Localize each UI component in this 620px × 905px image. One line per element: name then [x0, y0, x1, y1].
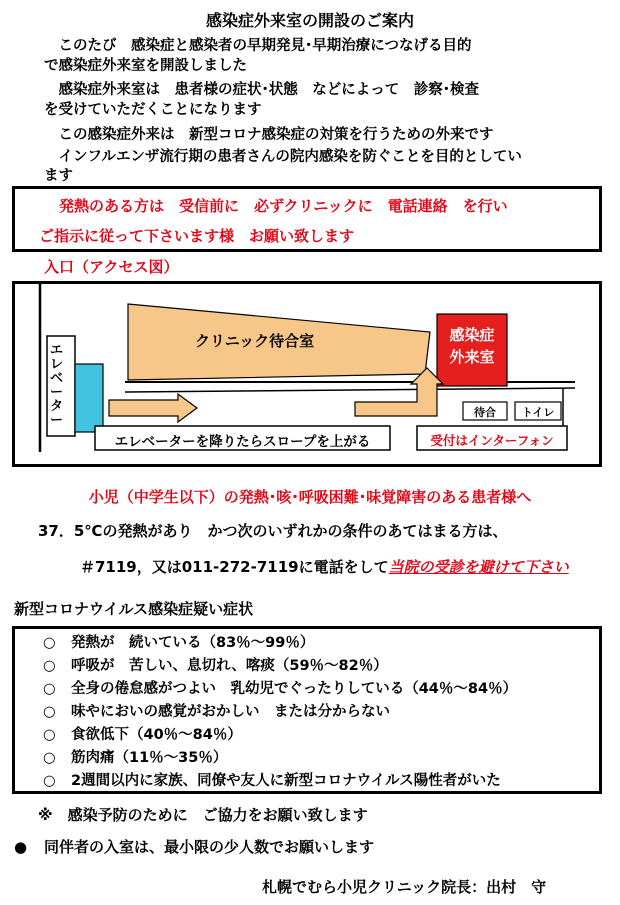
symptom-item: ○ 2週間以内に家族、同僚や友人に新型コロナウイルス陽性者がいた [43, 773, 501, 789]
circle-bullet-icon: ○ [43, 704, 56, 720]
notice-box [12, 186, 602, 252]
intro-line: で感染症外来室を開設しました [44, 58, 247, 74]
notice-line-1: 発熱のある方は 受信前に 必ずクリニックに 電話連絡 を行い [59, 197, 508, 215]
intro-line: ます [44, 168, 73, 184]
circle-bullet-icon: ○ [43, 750, 56, 766]
bullet-icon: ● [14, 838, 28, 856]
notice-line-2: ご指示に従って下さいます様 お願い致します [39, 227, 355, 245]
symptom-item: ○ 味やにおいの感覚がおかしい または分からない [43, 704, 390, 720]
circle-bullet-icon: ○ [43, 727, 56, 743]
child-avoid-visit: 当院の受診を避けて下さい [388, 558, 569, 576]
intercom-note: 受付はインターフォン [430, 433, 554, 448]
access-heading: 入口（アクセス図） [44, 258, 179, 276]
circle-bullet-icon: ○ [43, 658, 56, 674]
toilet-label: トイレ [521, 406, 555, 419]
child-heading: 小児（中学生以下）の発熱･咳･呼吸困難･味覚障害のある患者様へ [88, 488, 532, 506]
symptom-item: ○ 筋肉痛（11％～35％） [43, 750, 228, 766]
intro-line: を受けていただくことになります [44, 102, 262, 118]
infection-room-label-2: 外来室 [449, 348, 495, 366]
symptom-item: ○ 全身の倦怠感がつよい 乳幼児でぐったりしている（44％～84％） [43, 681, 518, 697]
intro-line: インフルエンザ流行期の患者さんの院内感染を防ぐことを目的としてい [44, 149, 522, 165]
waiting-room-label: クリニック待合室 [195, 332, 315, 350]
symptom-item: ○ 発熱が 続いている（83％～99％） [43, 635, 315, 651]
child-instruction [80, 556, 569, 577]
signature: 札幌でむら小児クリニック院長：出村 守 [262, 878, 547, 896]
elevator-door [75, 364, 103, 432]
access-map [12, 281, 602, 467]
symptoms-heading: 新型コロナウイルス感染症疑い症状 [14, 600, 254, 618]
reception-label: 待合 [474, 406, 496, 419]
intro-line: この感染症外来は 新型コロナ感染症の対策を行うための外来です [44, 127, 494, 143]
symptom-item: ○ 呼吸が 苦しい、息切れ、喀痰（59％～82％） [43, 658, 388, 674]
companion-note: ● 同伴者の入室は、最小限の少人数でお願いします [14, 838, 375, 856]
prevention-note: ※ 感染予防のために ご協力をお願い致します [38, 806, 368, 824]
circle-bullet-icon: ○ [43, 681, 56, 697]
child-phone-text: ＃7119，又は011-272-7119に電話をして [80, 558, 389, 576]
circle-bullet-icon: ○ [43, 773, 56, 789]
child-condition: 37．5℃の発熱があり かつ次のいずれかの条件のあてはまる方は、 [38, 522, 508, 540]
elevator-label: エレベーター [50, 343, 64, 428]
intro-line: このたび 感染症と感染者の早期発見･早期治療につなげる目的 [44, 38, 472, 54]
route-note: エレベーターを降りたらスロープを上がる [114, 434, 371, 450]
infection-room-label-1: 感染症 [449, 326, 495, 344]
intro-line: 感染症外来室は 患者様の症状･状態 などによって 診察･検査 [44, 82, 479, 98]
arrow-right-icon [109, 394, 197, 422]
circle-bullet-icon: ○ [43, 635, 56, 651]
symptoms-box [12, 626, 602, 794]
page-title: 感染症外来室の開設のご案内 [205, 11, 414, 30]
symptom-item: ○ 食欲低下（40％～84％） [43, 727, 242, 743]
